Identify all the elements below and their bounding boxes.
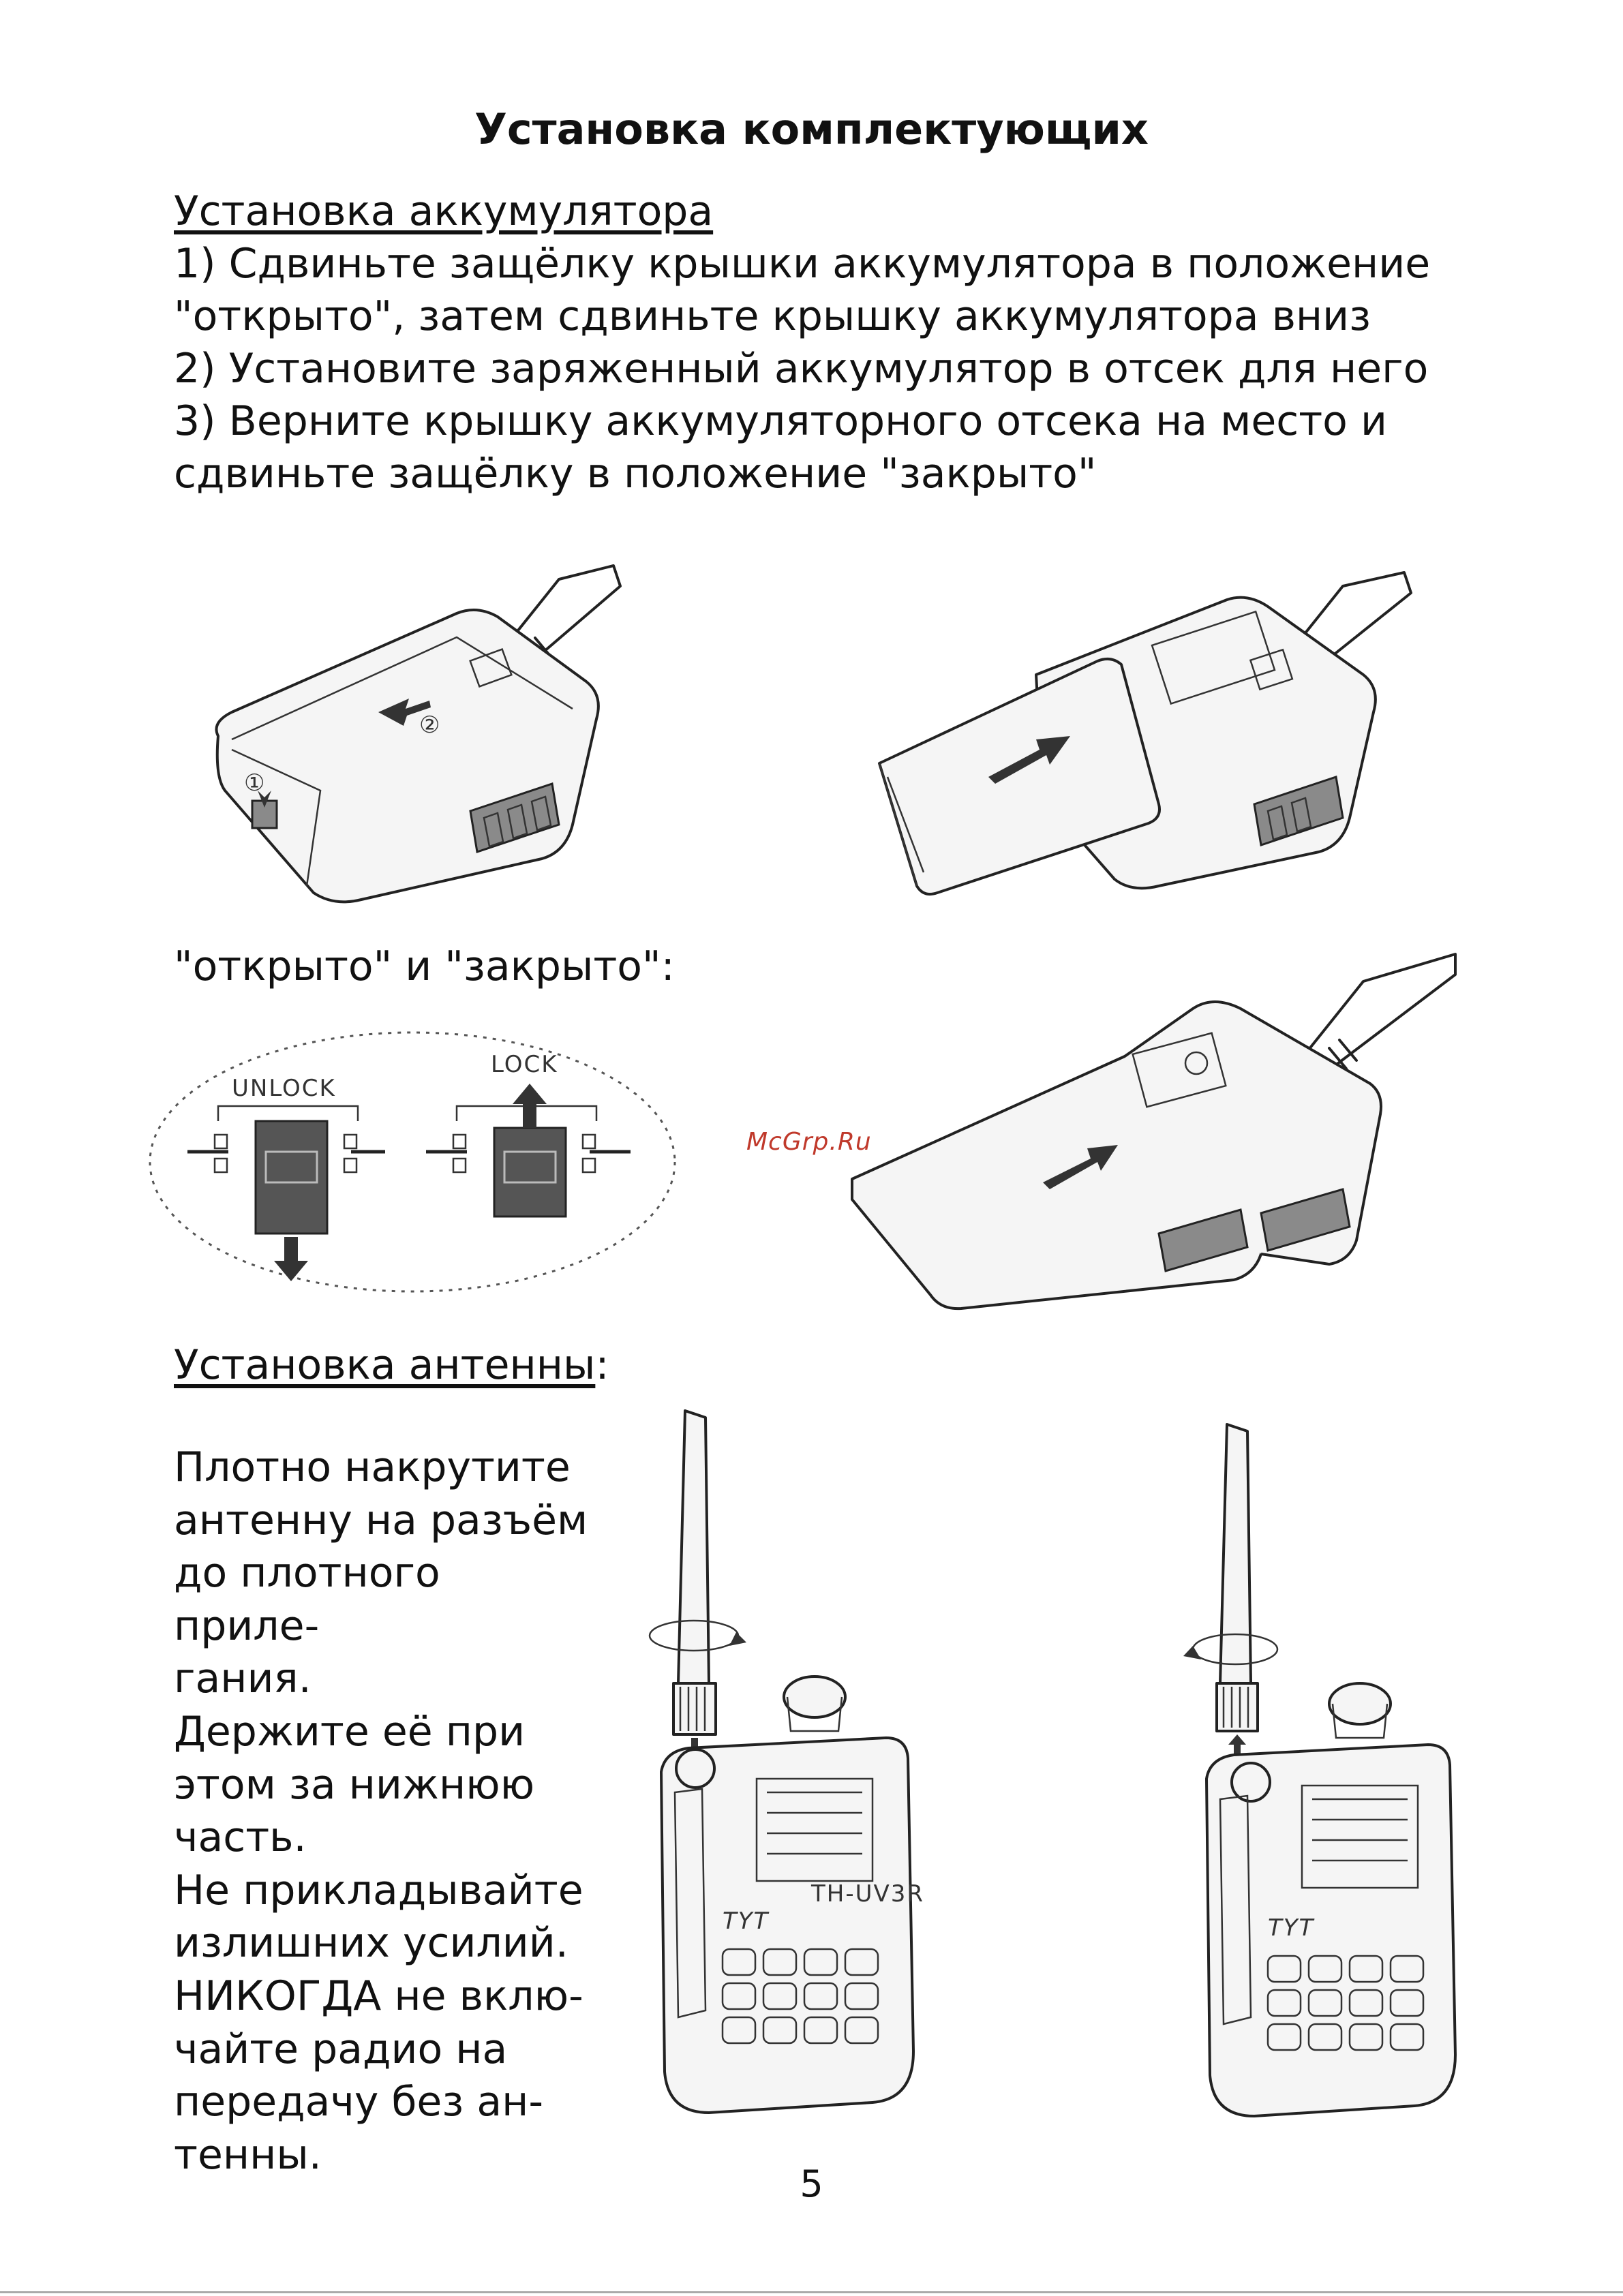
knob-shape bbox=[784, 1677, 845, 1717]
page-edge-rule bbox=[0, 2291, 1623, 2293]
dashed-ellipse-shape bbox=[150, 1032, 675, 1291]
page-title: Установка комплектующих bbox=[474, 104, 1149, 154]
antenna-shape bbox=[1309, 954, 1455, 1070]
brand-logo: TYT bbox=[1268, 1914, 1315, 1942]
antenna-instructions: Плотно накрутите антенну на разъём до плотного приле- гания. Держите её при этом за нижнюю часть. Не прикладывайте излишних усилий. НИКОГДА не вклю- чайте радио на передачу без ан- тенны. bbox=[174, 1443, 588, 2179]
lock-positions-label: "открыто" и "закрыто": bbox=[174, 943, 675, 990]
radio-body-shape bbox=[661, 1738, 913, 2113]
battery-insert-illustration bbox=[873, 572, 1438, 913]
battery-step3-line1: 3) Верните крышку аккумуляторного отсека на место и bbox=[174, 397, 1387, 445]
lock-label: LOCK bbox=[491, 1051, 558, 1078]
antenna-heading: Установка антенны bbox=[174, 1341, 596, 1389]
battery-cover-closed-illustration bbox=[838, 954, 1466, 1308]
battery-heading: Установка аккумулятора bbox=[174, 187, 714, 235]
battery-step1-line2: "открыто", затем сдвиньте крышку аккумулятора вниз bbox=[174, 292, 1371, 340]
knob-shape bbox=[1329, 1683, 1391, 1724]
radio-body-shape bbox=[217, 610, 598, 902]
brand-logo: TYT bbox=[723, 1908, 770, 1935]
model-label: TH-UV3R bbox=[811, 1880, 925, 1908]
unlock-label: UNLOCK bbox=[232, 1075, 336, 1102]
battery-section bbox=[174, 185, 1455, 500]
step-marker-2: ② bbox=[419, 711, 442, 739]
down-arrow-icon bbox=[274, 1237, 308, 1281]
antenna-heading-colon: : bbox=[595, 1341, 609, 1389]
battery-cover-open-illustration bbox=[204, 566, 791, 920]
page-number: 5 bbox=[800, 2162, 823, 2205]
battery-step3-line2: сдвиньте защёлку в положение "закрыто" bbox=[174, 450, 1097, 498]
antenna-install-illustration-2 bbox=[1193, 1424, 1466, 2133]
antenna-shape bbox=[1220, 1424, 1251, 1683]
battery-step1-line1: 1) Сдвиньте защёлку крышки аккумулятора в положение bbox=[174, 240, 1431, 288]
antenna-shape bbox=[678, 1411, 709, 1683]
watermark: McGrp.Ru bbox=[746, 1128, 872, 1156]
antenna-heading-row bbox=[174, 1339, 609, 1392]
battery-step2: 2) Установите заряженный аккумулятор в отсек для него bbox=[174, 345, 1429, 393]
step-marker-1: ① bbox=[244, 769, 267, 797]
lock-unlock-diagram bbox=[147, 1026, 678, 1298]
antenna-install-illustration-1 bbox=[641, 1411, 927, 2133]
